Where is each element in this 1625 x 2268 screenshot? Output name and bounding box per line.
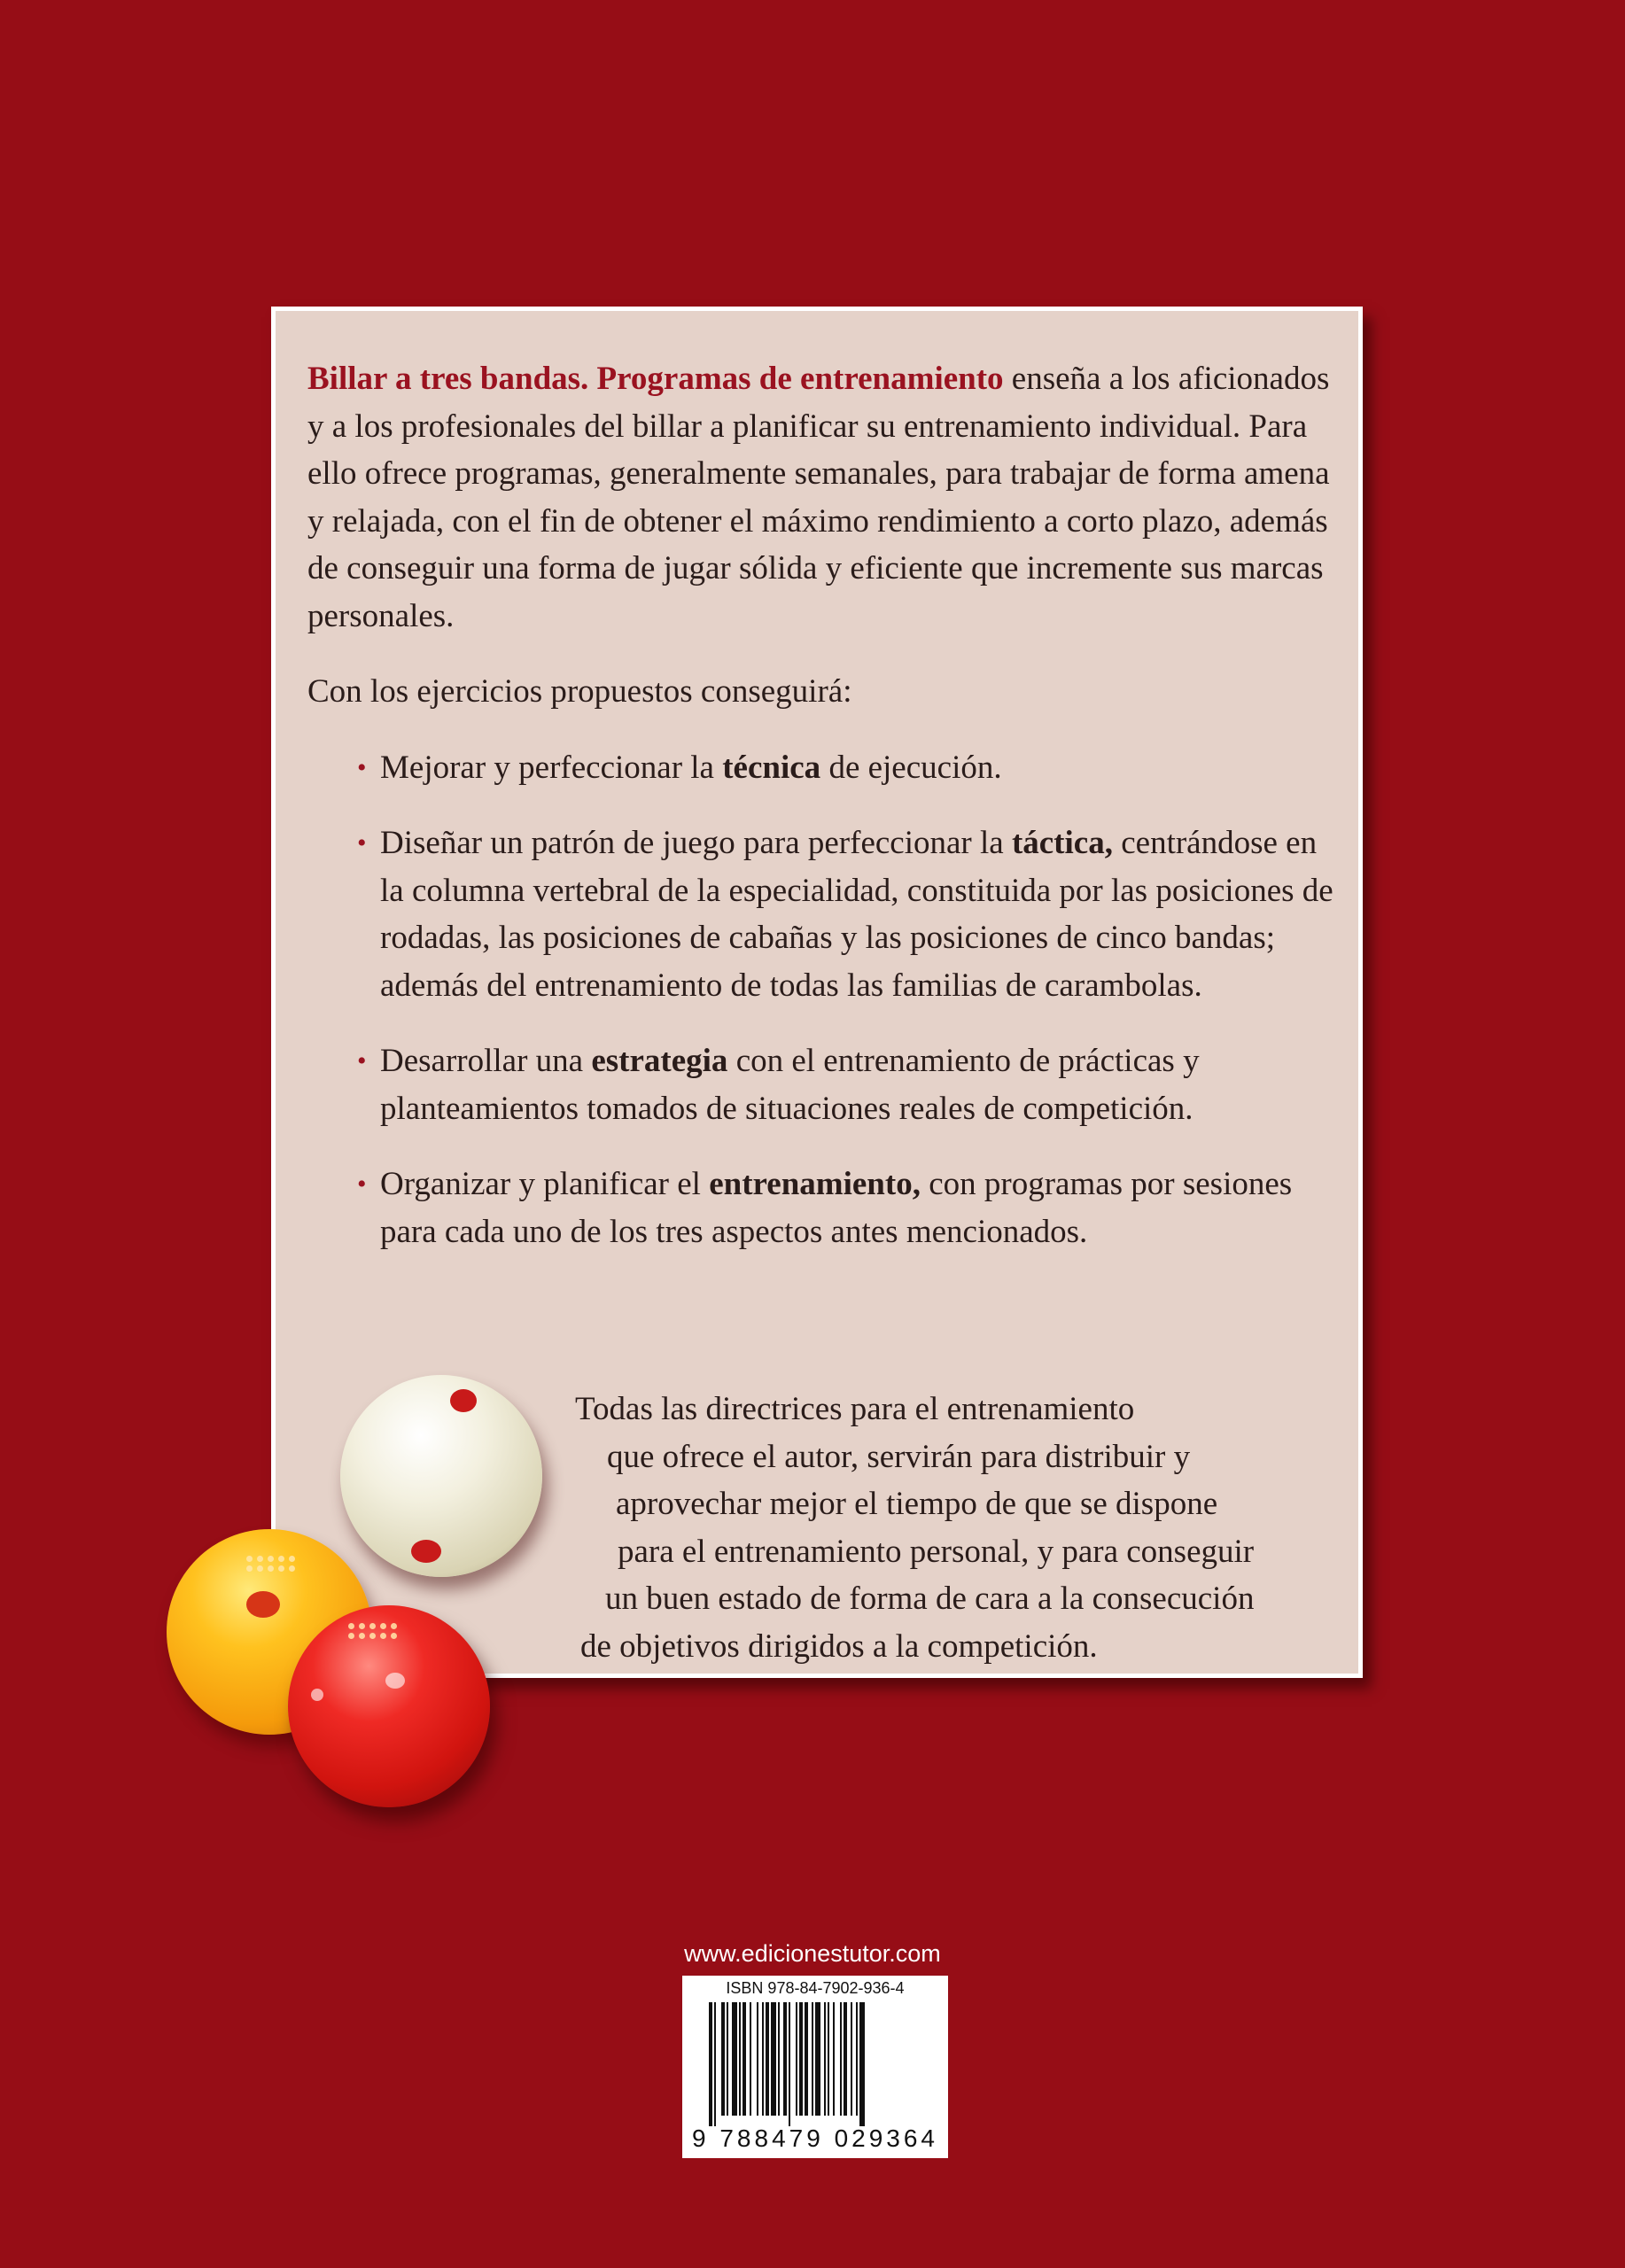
closing-line: que ofrece el autor, servirán para distribuir y [607, 1438, 1191, 1475]
intro-text: enseña a los aficionados y a los profesionales del billar a planificar su entrenamiento individual. Para ello ofrece programas, generalmente semanales, para trabajar de forma amena y relajada, con el fin de obtener el máximo rendimiento a corto plazo, además de conseguir una forma de jugar sólida y eficiente que incremente sus marcas personales. [307, 361, 1330, 634]
benefits-list [307, 744, 1344, 1256]
closing-line: aprovechar mejor el tiempo de que se dispone [616, 1486, 1218, 1522]
barcode-icon [707, 2002, 923, 2126]
item-keyword: entrenamiento, [709, 1166, 921, 1202]
intro-paragraph [307, 355, 1344, 640]
list-item [307, 819, 1344, 1009]
list-item [307, 1037, 1344, 1132]
item-keyword: técnica [722, 749, 821, 786]
item-text: con el entrenamiento de prácticas y planteamientos tomados de situaciones reales de competición. [380, 1043, 1200, 1127]
item-text: Organizar y planificar el [380, 1166, 710, 1202]
bullet-icon: • [357, 828, 367, 858]
publisher-website: www.edicionestutor.com [684, 1940, 941, 1967]
closing-line: de objetivos dirigidos a la competición. [580, 1627, 1098, 1665]
item-text: Desarrollar una [380, 1043, 592, 1079]
item-text: centrándose en la columna vertebral de la especialidad, constituida por las posiciones de rodadas, las posiciones de cabañas y las posiciones de cinco bandas; además del entrenamiento de todas las familias de carambolas. [380, 825, 1333, 1004]
list-item [307, 744, 1344, 792]
blurb-content [307, 355, 1344, 1665]
bullet-icon: • [357, 1046, 367, 1076]
item-keyword: táctica, [1011, 825, 1113, 861]
book-title: Billar a tres bandas. Programas de entrenamiento [307, 361, 1004, 397]
ean-digits: 9 788479 029364 [692, 2124, 938, 2152]
red-billiard-ball-image [288, 1605, 490, 1807]
item-text: Mejorar y perfeccionar la [380, 749, 723, 786]
list-item [307, 1161, 1344, 1255]
closing-line: Todas las directrices para el entrenamiento [575, 1391, 1135, 1427]
item-text: con programas por sesiones para cada uno de los tres aspectos antes mencionados. [380, 1166, 1293, 1250]
closing-line: para el entrenamiento personal, y para conseguir [618, 1533, 1255, 1570]
item-text: Diseñar un patrón de juego para perfeccionar la [380, 825, 1012, 861]
list-heading: Con los ejercicios propuestos conseguirá: [307, 673, 852, 710]
isbn-label: ISBN 978-84-7902-936-4 [726, 1979, 905, 1997]
white-billiard-ball-image [340, 1375, 542, 1577]
closing-line: un buen estado de forma de cara a la consecución [605, 1581, 1255, 1617]
isbn-barcode [682, 1976, 948, 2158]
item-keyword: estrategia [591, 1043, 728, 1079]
bullet-icon: • [357, 1169, 367, 1199]
item-text: de ejecución. [820, 749, 1002, 786]
bullet-icon: • [357, 752, 367, 782]
